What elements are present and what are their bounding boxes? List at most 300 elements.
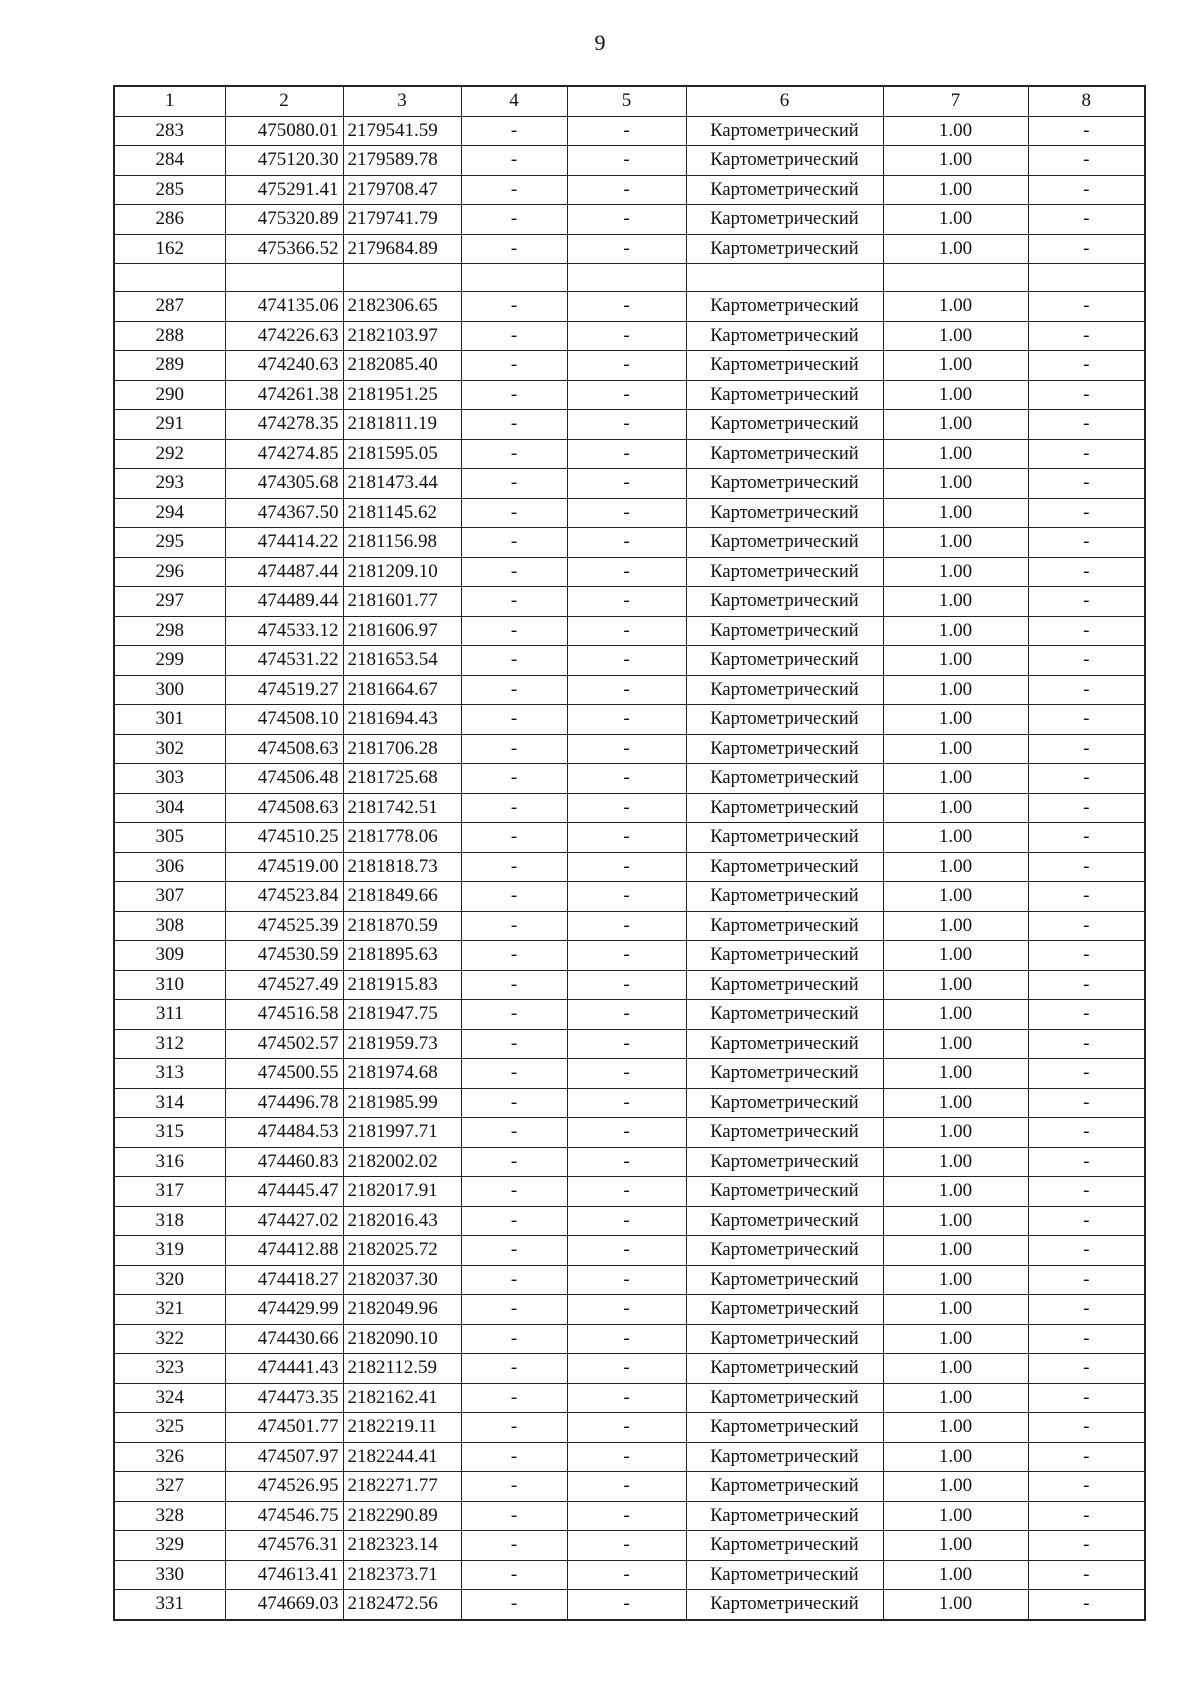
accuracy-cell xyxy=(883,264,1028,292)
method-cell: Картометрический xyxy=(686,646,883,676)
col5-cell: - xyxy=(567,439,686,469)
method-cell: Картометрический xyxy=(686,410,883,440)
method-cell: Картометрический xyxy=(686,1472,883,1502)
col8-cell: - xyxy=(1028,439,1145,469)
x-coordinate-cell: 474473.35 xyxy=(225,1383,343,1413)
x-coordinate-cell: 474418.27 xyxy=(225,1265,343,1295)
method-cell: Картометрический xyxy=(686,1413,883,1443)
accuracy-cell: 1.00 xyxy=(883,557,1028,587)
x-coordinate-cell: 474546.75 xyxy=(225,1501,343,1531)
point-number-cell: 313 xyxy=(114,1059,225,1089)
accuracy-cell: 1.00 xyxy=(883,380,1028,410)
col8-cell: - xyxy=(1028,793,1145,823)
x-coordinate-cell: 474496.78 xyxy=(225,1088,343,1118)
accuracy-cell: 1.00 xyxy=(883,498,1028,528)
col5-cell: - xyxy=(567,911,686,941)
accuracy-cell: 1.00 xyxy=(883,234,1028,264)
col8-cell: - xyxy=(1028,1029,1145,1059)
point-number-cell: 315 xyxy=(114,1118,225,1148)
point-number-cell: 317 xyxy=(114,1177,225,1207)
col8-cell: - xyxy=(1028,616,1145,646)
y-coordinate-cell: 2182306.65 xyxy=(343,292,461,322)
y-coordinate-cell: 2181706.28 xyxy=(343,734,461,764)
y-coordinate-cell xyxy=(343,264,461,292)
col8-cell: - xyxy=(1028,1177,1145,1207)
header-cell: 8 xyxy=(1028,86,1145,116)
col8-cell: - xyxy=(1028,1354,1145,1384)
point-number-cell: 330 xyxy=(114,1560,225,1590)
col5-cell: - xyxy=(567,1147,686,1177)
y-coordinate-cell: 2181694.43 xyxy=(343,705,461,735)
col4-cell: - xyxy=(461,146,567,176)
col5-cell: - xyxy=(567,1442,686,1472)
method-cell: Картометрический xyxy=(686,557,883,587)
accuracy-cell: 1.00 xyxy=(883,439,1028,469)
header-cell: 5 xyxy=(567,86,686,116)
accuracy-cell: 1.00 xyxy=(883,1118,1028,1148)
col4-cell: - xyxy=(461,970,567,1000)
col8-cell: - xyxy=(1028,1000,1145,1030)
x-coordinate-cell: 474508.10 xyxy=(225,705,343,735)
table-row xyxy=(114,1560,1145,1590)
col5-cell: - xyxy=(567,705,686,735)
point-number-cell: 329 xyxy=(114,1531,225,1561)
col5-cell: - xyxy=(567,941,686,971)
accuracy-cell: 1.00 xyxy=(883,705,1028,735)
x-coordinate-cell: 474429.99 xyxy=(225,1295,343,1325)
table-row xyxy=(114,439,1145,469)
accuracy-cell: 1.00 xyxy=(883,1383,1028,1413)
x-coordinate-cell: 474278.35 xyxy=(225,410,343,440)
x-coordinate-cell: 474533.12 xyxy=(225,616,343,646)
point-number-cell: 304 xyxy=(114,793,225,823)
col5-cell: - xyxy=(567,734,686,764)
table-row xyxy=(114,616,1145,646)
y-coordinate-cell: 2181742.51 xyxy=(343,793,461,823)
point-number-cell: 303 xyxy=(114,764,225,794)
method-cell: Картометрический xyxy=(686,734,883,764)
x-coordinate-cell: 474531.22 xyxy=(225,646,343,676)
accuracy-cell: 1.00 xyxy=(883,734,1028,764)
accuracy-cell: 1.00 xyxy=(883,1029,1028,1059)
col5-cell: - xyxy=(567,882,686,912)
col4-cell: - xyxy=(461,321,567,351)
col8-cell: - xyxy=(1028,764,1145,794)
table-row xyxy=(114,321,1145,351)
y-coordinate-cell: 2179541.59 xyxy=(343,116,461,146)
col4-cell: - xyxy=(461,911,567,941)
col5-cell: - xyxy=(567,175,686,205)
accuracy-cell: 1.00 xyxy=(883,1501,1028,1531)
col4-cell: - xyxy=(461,292,567,322)
table-row xyxy=(114,469,1145,499)
y-coordinate-cell: 2182002.02 xyxy=(343,1147,461,1177)
col8-cell: - xyxy=(1028,1236,1145,1266)
accuracy-cell: 1.00 xyxy=(883,1531,1028,1561)
col8-cell: - xyxy=(1028,1413,1145,1443)
accuracy-cell: 1.00 xyxy=(883,1177,1028,1207)
col8-cell: - xyxy=(1028,205,1145,235)
col8-cell: - xyxy=(1028,1324,1145,1354)
x-coordinate-cell: 475366.52 xyxy=(225,234,343,264)
x-coordinate-cell: 474500.55 xyxy=(225,1059,343,1089)
col4-cell: - xyxy=(461,1413,567,1443)
accuracy-cell: 1.00 xyxy=(883,941,1028,971)
point-number-cell: 308 xyxy=(114,911,225,941)
x-coordinate-cell: 474367.50 xyxy=(225,498,343,528)
y-coordinate-cell: 2181985.99 xyxy=(343,1088,461,1118)
method-cell: Картометрический xyxy=(686,941,883,971)
col4-cell: - xyxy=(461,1000,567,1030)
table-row xyxy=(114,1029,1145,1059)
x-coordinate-cell: 474240.63 xyxy=(225,351,343,381)
method-cell: Картометрический xyxy=(686,1177,883,1207)
point-number-cell: 286 xyxy=(114,205,225,235)
method-cell: Картометрический xyxy=(686,1088,883,1118)
y-coordinate-cell: 2182472.56 xyxy=(343,1590,461,1620)
col4-cell: - xyxy=(461,1590,567,1620)
point-number-cell: 291 xyxy=(114,410,225,440)
col8-cell: - xyxy=(1028,234,1145,264)
y-coordinate-cell: 2181849.66 xyxy=(343,882,461,912)
accuracy-cell: 1.00 xyxy=(883,469,1028,499)
col8-cell: - xyxy=(1028,734,1145,764)
col5-cell: - xyxy=(567,1265,686,1295)
method-cell: Картометрический xyxy=(686,793,883,823)
y-coordinate-cell: 2181595.05 xyxy=(343,439,461,469)
table-row xyxy=(114,1118,1145,1148)
table-row xyxy=(114,823,1145,853)
y-coordinate-cell: 2182162.41 xyxy=(343,1383,461,1413)
col5-cell: - xyxy=(567,1324,686,1354)
accuracy-cell: 1.00 xyxy=(883,410,1028,440)
x-coordinate-cell: 474526.95 xyxy=(225,1472,343,1502)
y-coordinate-cell: 2181209.10 xyxy=(343,557,461,587)
accuracy-cell: 1.00 xyxy=(883,675,1028,705)
accuracy-cell: 1.00 xyxy=(883,1560,1028,1590)
col5-cell: - xyxy=(567,1590,686,1620)
method-cell: Картометрический xyxy=(686,234,883,264)
method-cell: Картометрический xyxy=(686,1147,883,1177)
point-number-cell: 327 xyxy=(114,1472,225,1502)
table-row xyxy=(114,587,1145,617)
y-coordinate-cell: 2182219.11 xyxy=(343,1413,461,1443)
col4-cell: - xyxy=(461,882,567,912)
method-cell: Картометрический xyxy=(686,528,883,558)
col8-cell: - xyxy=(1028,1531,1145,1561)
point-number-cell: 316 xyxy=(114,1147,225,1177)
y-coordinate-cell: 2182103.97 xyxy=(343,321,461,351)
y-coordinate-cell: 2181725.68 xyxy=(343,764,461,794)
point-number-cell: 301 xyxy=(114,705,225,735)
col4-cell: - xyxy=(461,1118,567,1148)
accuracy-cell: 1.00 xyxy=(883,1059,1028,1089)
x-coordinate-cell: 474484.53 xyxy=(225,1118,343,1148)
col5-cell: - xyxy=(567,1206,686,1236)
col5-cell: - xyxy=(567,616,686,646)
col4-cell: - xyxy=(461,351,567,381)
accuracy-cell: 1.00 xyxy=(883,911,1028,941)
table-row xyxy=(114,793,1145,823)
col5-cell: - xyxy=(567,1059,686,1089)
method-cell: Картометрический xyxy=(686,498,883,528)
col4-cell: - xyxy=(461,705,567,735)
method-cell: Картометрический xyxy=(686,616,883,646)
header-cell: 3 xyxy=(343,86,461,116)
col8-cell: - xyxy=(1028,1501,1145,1531)
point-number-cell: 306 xyxy=(114,852,225,882)
col8-cell: - xyxy=(1028,175,1145,205)
method-cell: Картометрический xyxy=(686,675,883,705)
x-coordinate-cell: 474613.41 xyxy=(225,1560,343,1590)
header-cell: 1 xyxy=(114,86,225,116)
accuracy-cell: 1.00 xyxy=(883,1590,1028,1620)
header-cell: 7 xyxy=(883,86,1028,116)
col8-cell: - xyxy=(1028,1442,1145,1472)
accuracy-cell: 1.00 xyxy=(883,970,1028,1000)
y-coordinate-cell: 2182244.41 xyxy=(343,1442,461,1472)
y-coordinate-cell: 2182025.72 xyxy=(343,1236,461,1266)
col4-cell: - xyxy=(461,1531,567,1561)
col8-cell: - xyxy=(1028,1295,1145,1325)
point-number-cell: 320 xyxy=(114,1265,225,1295)
point-number-cell: 297 xyxy=(114,587,225,617)
col4-cell: - xyxy=(461,734,567,764)
x-coordinate-cell: 475320.89 xyxy=(225,205,343,235)
col8-cell: - xyxy=(1028,941,1145,971)
accuracy-cell: 1.00 xyxy=(883,1265,1028,1295)
accuracy-cell: 1.00 xyxy=(883,292,1028,322)
table-row xyxy=(114,205,1145,235)
method-cell: Картометрический xyxy=(686,587,883,617)
x-coordinate-cell: 475080.01 xyxy=(225,116,343,146)
col8-cell: - xyxy=(1028,146,1145,176)
table-row xyxy=(114,882,1145,912)
table-row xyxy=(114,1000,1145,1030)
method-cell xyxy=(686,264,883,292)
col8-cell: - xyxy=(1028,1560,1145,1590)
point-number-cell: 284 xyxy=(114,146,225,176)
col5-cell: - xyxy=(567,1501,686,1531)
y-coordinate-cell: 2182112.59 xyxy=(343,1354,461,1384)
col8-cell: - xyxy=(1028,705,1145,735)
col8-cell: - xyxy=(1028,528,1145,558)
y-coordinate-cell: 2182016.43 xyxy=(343,1206,461,1236)
x-coordinate-cell: 474135.06 xyxy=(225,292,343,322)
y-coordinate-cell: 2182017.91 xyxy=(343,1177,461,1207)
point-number-cell: 295 xyxy=(114,528,225,558)
table-row xyxy=(114,970,1145,1000)
accuracy-cell: 1.00 xyxy=(883,882,1028,912)
x-coordinate-cell: 474527.49 xyxy=(225,970,343,1000)
col5-cell: - xyxy=(567,1088,686,1118)
point-number-cell: 305 xyxy=(114,823,225,853)
col4-cell: - xyxy=(461,941,567,971)
col4-cell: - xyxy=(461,528,567,558)
y-coordinate-cell: 2181145.62 xyxy=(343,498,461,528)
coordinates-table xyxy=(113,85,1146,1621)
col8-cell: - xyxy=(1028,292,1145,322)
accuracy-cell: 1.00 xyxy=(883,321,1028,351)
x-coordinate-cell: 474508.63 xyxy=(225,793,343,823)
x-coordinate-cell: 475291.41 xyxy=(225,175,343,205)
col5-cell: - xyxy=(567,557,686,587)
col5-cell: - xyxy=(567,823,686,853)
col4-cell: - xyxy=(461,1088,567,1118)
col8-cell: - xyxy=(1028,410,1145,440)
col4-cell: - xyxy=(461,1560,567,1590)
table-row xyxy=(114,498,1145,528)
table-row xyxy=(114,1413,1145,1443)
accuracy-cell: 1.00 xyxy=(883,1413,1028,1443)
col5-cell: - xyxy=(567,793,686,823)
method-cell: Картометрический xyxy=(686,1354,883,1384)
accuracy-cell: 1.00 xyxy=(883,616,1028,646)
col4-cell: - xyxy=(461,1236,567,1266)
x-coordinate-cell: 474519.00 xyxy=(225,852,343,882)
col4-cell: - xyxy=(461,646,567,676)
col4-cell: - xyxy=(461,764,567,794)
col8-cell: - xyxy=(1028,675,1145,705)
point-number-cell: 321 xyxy=(114,1295,225,1325)
method-cell: Картометрический xyxy=(686,852,883,882)
col8-cell: - xyxy=(1028,1472,1145,1502)
col8-cell: - xyxy=(1028,1590,1145,1620)
col5-cell: - xyxy=(567,146,686,176)
table-row xyxy=(114,292,1145,322)
x-coordinate-cell: 474508.63 xyxy=(225,734,343,764)
method-cell: Картометрический xyxy=(686,1206,883,1236)
col8-cell: - xyxy=(1028,380,1145,410)
table-row xyxy=(114,764,1145,794)
point-number-cell: 296 xyxy=(114,557,225,587)
x-coordinate-cell: 474576.31 xyxy=(225,1531,343,1561)
col5-cell: - xyxy=(567,1413,686,1443)
table-row xyxy=(114,528,1145,558)
point-number-cell: 299 xyxy=(114,646,225,676)
col4-cell: - xyxy=(461,616,567,646)
x-coordinate-cell: 474510.25 xyxy=(225,823,343,853)
point-number-cell: 319 xyxy=(114,1236,225,1266)
y-coordinate-cell: 2181870.59 xyxy=(343,911,461,941)
table-row xyxy=(114,234,1145,264)
col8-cell: - xyxy=(1028,1118,1145,1148)
accuracy-cell: 1.00 xyxy=(883,1472,1028,1502)
col8-cell: - xyxy=(1028,1088,1145,1118)
col5-cell: - xyxy=(567,675,686,705)
method-cell: Картометрический xyxy=(686,911,883,941)
col8-cell: - xyxy=(1028,498,1145,528)
point-number-cell: 300 xyxy=(114,675,225,705)
col8-cell: - xyxy=(1028,1265,1145,1295)
col4-cell: - xyxy=(461,557,567,587)
y-coordinate-cell: 2181601.77 xyxy=(343,587,461,617)
point-number-cell: 314 xyxy=(114,1088,225,1118)
x-coordinate-cell: 475120.30 xyxy=(225,146,343,176)
y-coordinate-cell: 2182373.71 xyxy=(343,1560,461,1590)
col4-cell: - xyxy=(461,234,567,264)
y-coordinate-cell: 2181947.75 xyxy=(343,1000,461,1030)
y-coordinate-cell: 2182090.10 xyxy=(343,1324,461,1354)
method-cell: Картометрический xyxy=(686,1118,883,1148)
method-cell: Картометрический xyxy=(686,882,883,912)
y-coordinate-cell: 2181951.25 xyxy=(343,380,461,410)
x-coordinate-cell: 474507.97 xyxy=(225,1442,343,1472)
y-coordinate-cell: 2181974.68 xyxy=(343,1059,461,1089)
method-cell: Картометрический xyxy=(686,175,883,205)
accuracy-cell: 1.00 xyxy=(883,1088,1028,1118)
point-number-cell: 162 xyxy=(114,234,225,264)
table-row xyxy=(114,1295,1145,1325)
x-coordinate-cell: 474414.22 xyxy=(225,528,343,558)
col5-cell: - xyxy=(567,528,686,558)
col4-cell: - xyxy=(461,793,567,823)
col4-cell: - xyxy=(461,823,567,853)
col8-cell xyxy=(1028,264,1145,292)
x-coordinate-cell: 474445.47 xyxy=(225,1177,343,1207)
table-row xyxy=(114,116,1145,146)
table-row xyxy=(114,264,1145,292)
x-coordinate-cell: 474523.84 xyxy=(225,882,343,912)
y-coordinate-cell: 2181664.67 xyxy=(343,675,461,705)
table-row xyxy=(114,175,1145,205)
col4-cell: - xyxy=(461,1206,567,1236)
col4-cell: - xyxy=(461,380,567,410)
col4-cell: - xyxy=(461,1147,567,1177)
header-cell: 6 xyxy=(686,86,883,116)
accuracy-cell: 1.00 xyxy=(883,1147,1028,1177)
x-coordinate-cell: 474427.02 xyxy=(225,1206,343,1236)
table-row xyxy=(114,1088,1145,1118)
y-coordinate-cell: 2181606.97 xyxy=(343,616,461,646)
col5-cell: - xyxy=(567,116,686,146)
method-cell: Картометрический xyxy=(686,1324,883,1354)
col5-cell: - xyxy=(567,469,686,499)
table-row xyxy=(114,1147,1145,1177)
col8-cell: - xyxy=(1028,1059,1145,1089)
accuracy-cell: 1.00 xyxy=(883,646,1028,676)
table-row xyxy=(114,675,1145,705)
point-number-cell: 325 xyxy=(114,1413,225,1443)
table-row xyxy=(114,1206,1145,1236)
y-coordinate-cell: 2181818.73 xyxy=(343,852,461,882)
method-cell: Картометрический xyxy=(686,1236,883,1266)
col5-cell: - xyxy=(567,1531,686,1561)
accuracy-cell: 1.00 xyxy=(883,764,1028,794)
col8-cell: - xyxy=(1028,911,1145,941)
point-number-cell: 312 xyxy=(114,1029,225,1059)
col8-cell: - xyxy=(1028,970,1145,1000)
accuracy-cell: 1.00 xyxy=(883,528,1028,558)
y-coordinate-cell: 2179741.79 xyxy=(343,205,461,235)
table-row xyxy=(114,911,1145,941)
table-row xyxy=(114,1501,1145,1531)
method-cell: Картометрический xyxy=(686,1560,883,1590)
col4-cell: - xyxy=(461,852,567,882)
point-number-cell: 331 xyxy=(114,1590,225,1620)
x-coordinate-cell: 474412.88 xyxy=(225,1236,343,1266)
point-number-cell: 285 xyxy=(114,175,225,205)
point-number-cell: 292 xyxy=(114,439,225,469)
header-cell: 4 xyxy=(461,86,567,116)
table-row xyxy=(114,1236,1145,1266)
accuracy-cell: 1.00 xyxy=(883,587,1028,617)
point-number-cell: 294 xyxy=(114,498,225,528)
method-cell: Картометрический xyxy=(686,1531,883,1561)
accuracy-cell: 1.00 xyxy=(883,1236,1028,1266)
col5-cell: - xyxy=(567,1029,686,1059)
point-number-cell: 318 xyxy=(114,1206,225,1236)
